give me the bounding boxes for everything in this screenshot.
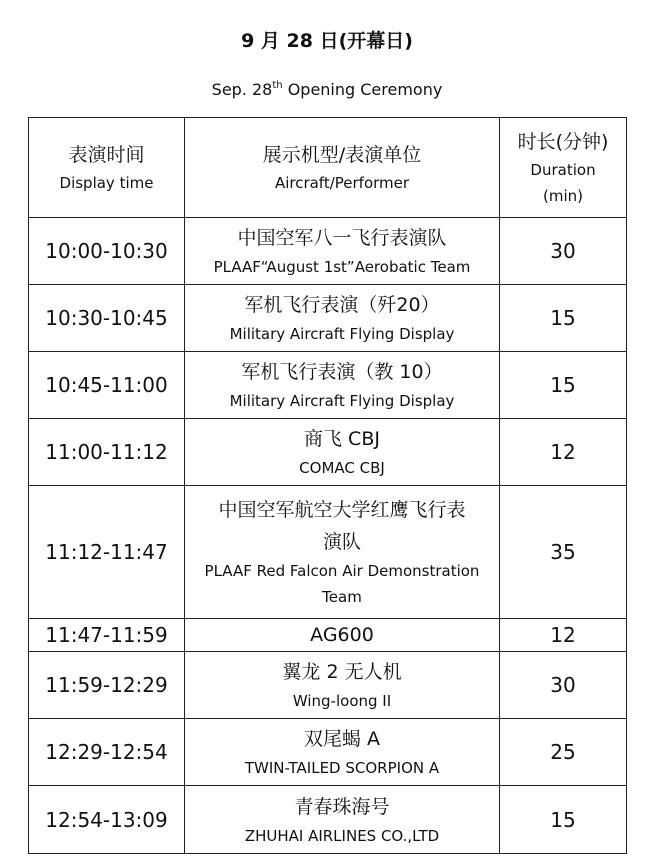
header-performer-zh: 展示机型/表演单位 xyxy=(262,143,422,166)
header-performer xyxy=(185,118,500,218)
row-time: 12:54-13:09 xyxy=(29,786,185,854)
table-row xyxy=(29,619,627,652)
performer-zh: AG600 xyxy=(310,624,374,646)
page-title: 9 月 28 日(开幕日) xyxy=(241,30,413,52)
row-time: 10:30-10:45 xyxy=(29,285,185,352)
performer-zh: 中国空军八一飞行表演队 xyxy=(237,227,447,249)
performer-en: Military Aircraft Flying Display xyxy=(229,325,455,343)
row-duration: 12 xyxy=(500,619,627,652)
row-time: 12:29-12:54 xyxy=(29,719,185,786)
row-time: 11:00-11:12 xyxy=(29,419,185,486)
performer-en: PLAAF“August 1st”Aerobatic Team xyxy=(213,258,471,276)
row-duration: 12 xyxy=(500,419,627,486)
row-performer xyxy=(185,619,500,652)
header-duration-en: Duration xyxy=(530,160,596,179)
row-time: 11:47-11:59 xyxy=(29,619,185,652)
row-performer xyxy=(185,486,500,619)
table-row xyxy=(29,218,627,285)
performer-zh-cont: 演队 xyxy=(322,531,361,553)
page-subtitle xyxy=(0,78,654,102)
row-duration: 15 xyxy=(500,352,627,419)
header-duration-zh: 时长(分钟) xyxy=(517,130,609,153)
row-time: 11:12-11:47 xyxy=(29,486,185,619)
row-performer xyxy=(185,719,500,786)
table-row xyxy=(29,486,627,619)
header-duration-unit: (min) xyxy=(543,186,583,205)
performer-zh: 青春珠海号 xyxy=(294,795,390,818)
performer-en: TWIN-TAILED SCORPION A xyxy=(244,759,440,777)
performer-zh: 中国空军航空大学红鹰飞行表 xyxy=(218,499,466,521)
performer-en-cont: Team xyxy=(322,588,362,606)
table-row xyxy=(29,652,627,719)
subtitle-ordinal: th xyxy=(272,80,283,91)
table-row xyxy=(29,419,627,486)
row-duration: 15 xyxy=(500,786,627,854)
performer-zh: 翼龙 2 无人机 xyxy=(282,661,402,683)
row-duration: 30 xyxy=(500,218,627,285)
row-performer xyxy=(185,419,500,486)
row-performer xyxy=(185,786,500,854)
subtitle-date: Sep. 28 xyxy=(211,80,273,99)
performer-zh: 商飞 CBJ xyxy=(304,428,380,450)
performer-en: PLAAF Red Falcon Air Demonstration xyxy=(204,562,480,580)
header-performer-en: Aircraft/Performer xyxy=(274,173,410,192)
header-duration xyxy=(500,118,627,218)
table-row xyxy=(29,352,627,419)
performer-en: Military Aircraft Flying Display xyxy=(229,392,455,410)
row-performer xyxy=(185,652,500,719)
schedule-table xyxy=(28,117,627,854)
row-duration: 25 xyxy=(500,719,627,786)
performer-en: COMAC CBJ xyxy=(299,459,385,477)
row-duration: 30 xyxy=(500,652,627,719)
row-time: 11:59-12:29 xyxy=(29,652,185,719)
performer-en: Wing-loong II xyxy=(292,692,392,710)
row-performer xyxy=(185,285,500,352)
performer-en: ZHUHAI AIRLINES CO.,LTD xyxy=(244,826,440,845)
table-row xyxy=(29,786,627,854)
header-display-time-zh: 表演时间 xyxy=(68,143,145,166)
row-performer xyxy=(185,352,500,419)
table-row xyxy=(29,719,627,786)
header-display-time-en: Display time xyxy=(59,173,154,192)
performer-zh: 双尾蝎 A xyxy=(303,728,381,750)
performer-zh: 军机飞行表演（教 10） xyxy=(241,361,443,383)
header-display-time xyxy=(29,118,185,218)
table-header-row xyxy=(29,118,627,218)
row-time: 10:45-11:00 xyxy=(29,352,185,419)
row-performer xyxy=(185,218,500,285)
row-duration: 35 xyxy=(500,486,627,619)
subtitle-event: Opening Ceremony xyxy=(282,80,443,99)
row-duration: 15 xyxy=(500,285,627,352)
row-time: 10:00-10:30 xyxy=(29,218,185,285)
performer-zh: 军机飞行表演（歼20） xyxy=(244,294,440,316)
table-row xyxy=(29,285,627,352)
